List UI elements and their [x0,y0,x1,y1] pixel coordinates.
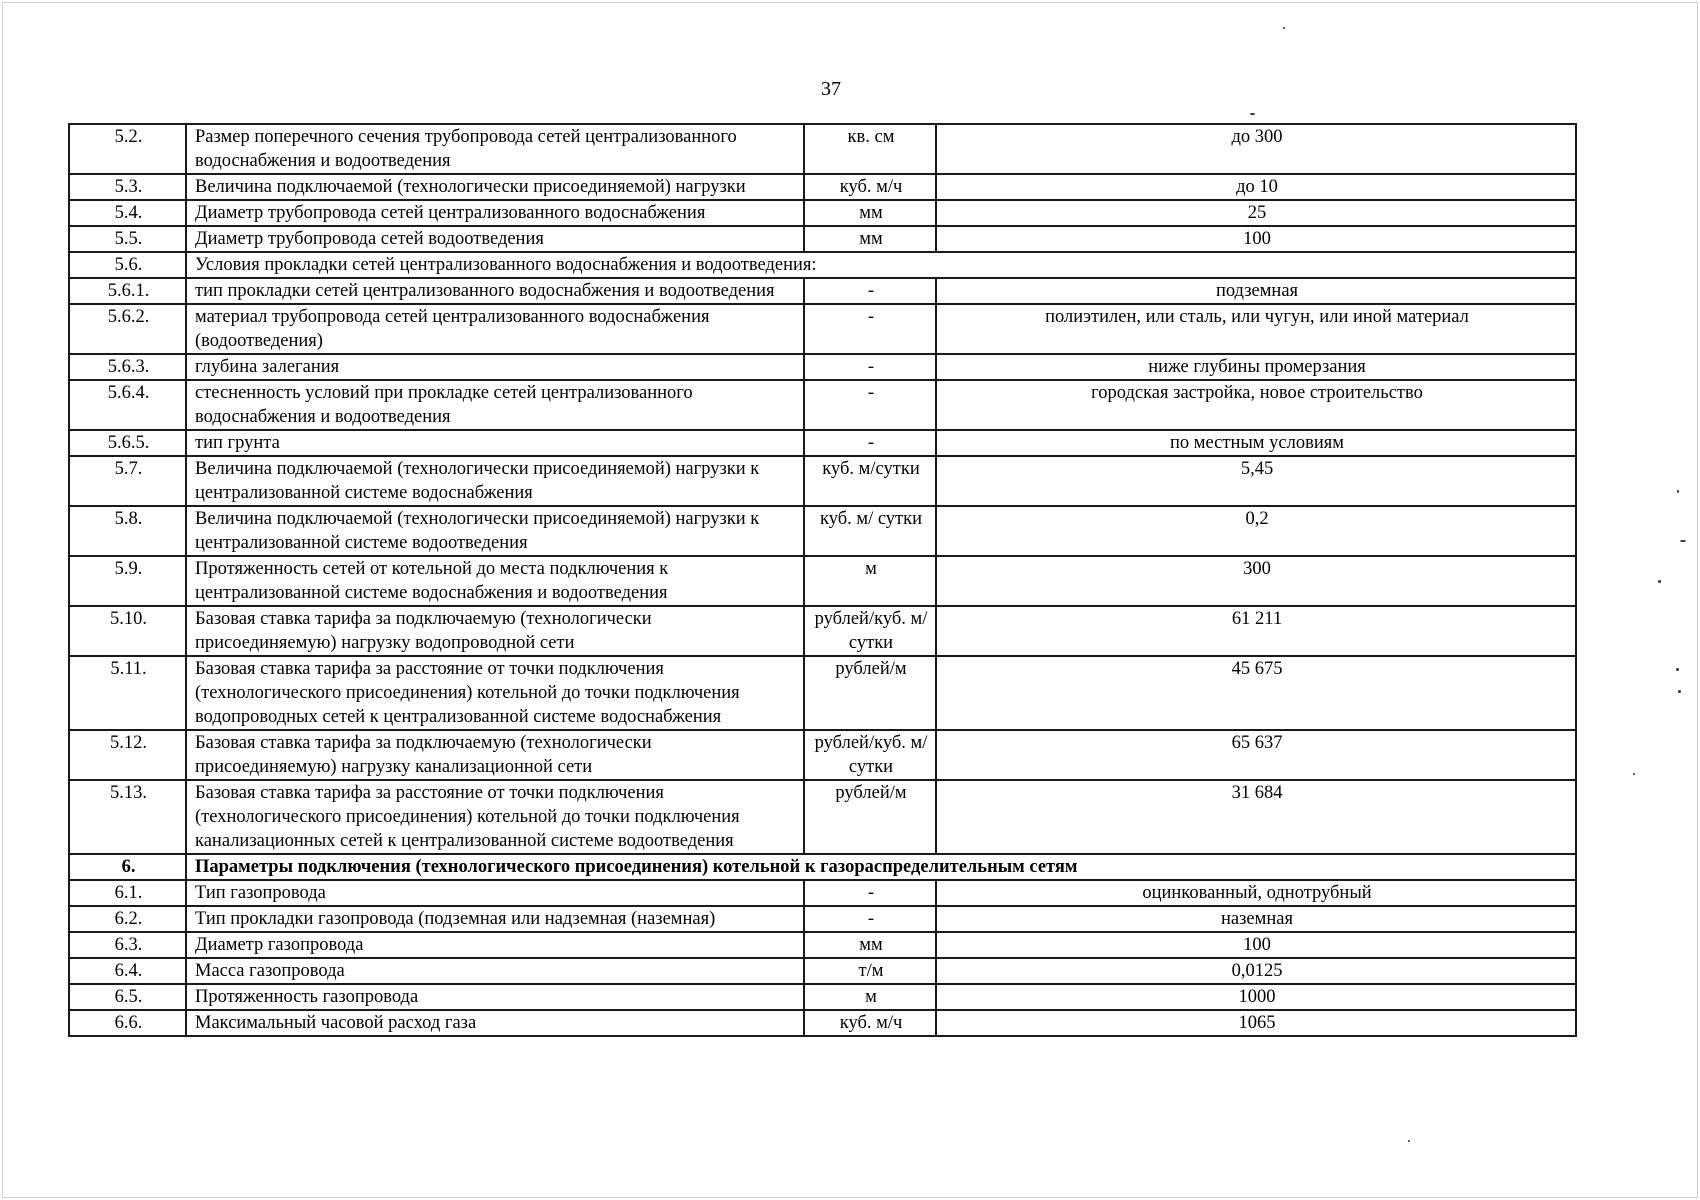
value-cell: 45 675 [936,656,1576,730]
row-number: 5.11. [69,656,186,730]
value-cell: 1065 [936,1010,1576,1036]
table-row [69,880,1576,906]
table-row [69,200,1576,226]
unit-cell: куб. м/сутки [804,456,936,506]
table-row [69,606,1576,656]
scan-speck [1677,490,1679,493]
row-number: 6.6. [69,1010,186,1036]
parameter-name: Базовая ставка тарифа за расстояние от точки подключения (технологического присоединения) котельной до точки подключения водопроводных сетей к централизованной системе водоснабжения [186,656,804,730]
row-number: 5.13. [69,780,186,854]
unit-cell: куб. м/ч [804,174,936,200]
unit-cell: т/м [804,958,936,984]
unit-cell: куб. м/ сутки [804,506,936,556]
table-row [69,984,1576,1010]
section-header-row [69,252,1576,278]
table-row [69,656,1576,730]
value-cell: до 10 [936,174,1576,200]
section-header-row [69,854,1576,880]
scan-speck [1283,27,1285,29]
row-number: 5.5. [69,226,186,252]
unit-cell: рублей/куб. м/сутки [804,730,936,780]
parameter-name: Базовая ставка тарифа за подключаемую (технологически присоединяемую) нагрузку водопроводной сети [186,606,804,656]
parameter-name: Тип прокладки газопровода (подземная или надземная (наземная) [186,906,804,932]
table-row [69,730,1576,780]
unit-cell: мм [804,226,936,252]
row-number: 6.3. [69,932,186,958]
value-cell: 65 637 [936,730,1576,780]
value-cell: подземная [936,278,1576,304]
parameter-name: тип прокладки сетей централизованного водоснабжения и водоотведения [186,278,804,304]
row-number: 5.12. [69,730,186,780]
row-number: 6.2. [69,906,186,932]
parameter-name: Масса газопровода [186,958,804,984]
unit-cell: - [804,380,936,430]
value-cell: полиэтилен, или сталь, или чугун, или иной материал [936,304,1576,354]
row-number: 5.6. [69,252,186,278]
value-cell: городская застройка, новое строительство [936,380,1576,430]
parameter-name: Диаметр трубопровода сетей централизованного водоснабжения [186,200,804,226]
value-cell: 300 [936,556,1576,606]
row-number: 5.9. [69,556,186,606]
row-number: 5.6.5. [69,430,186,456]
parameter-name: Тип газопровода [186,880,804,906]
parameter-name: Максимальный часовой расход газа [186,1010,804,1036]
scan-speck [1680,540,1686,542]
table-row [69,506,1576,556]
scan-speck [1408,1140,1410,1142]
row-number: 5.8. [69,506,186,556]
row-number: 5.6.2. [69,304,186,354]
unit-cell: рублей/куб. м/сутки [804,606,936,656]
table-row [69,304,1576,354]
section-title: Параметры подключения (технологического присоединения) котельной к газораспределительным сетям [186,854,1576,880]
scan-speck [1676,668,1679,671]
page-number: 37 [821,78,841,100]
unit-cell: рублей/м [804,780,936,854]
unit-cell: - [804,304,936,354]
table-row [69,278,1576,304]
value-cell: 1000 [936,984,1576,1010]
unit-cell: - [804,354,936,380]
row-number: 5.6.3. [69,354,186,380]
parameter-name: Базовая ставка тарифа за расстояние от точки подключения (технологического присоединения) котельной до точки подключения канализационных сетей к централизованной системе водоотведения [186,780,804,854]
section-title: Условия прокладки сетей централизованного водоснабжения и водоотведения: [186,252,1576,278]
value-cell: 100 [936,932,1576,958]
row-number: 5.3. [69,174,186,200]
row-number: 6.5. [69,984,186,1010]
scan-speck [1658,580,1661,583]
value-cell: до 300 [936,124,1576,174]
parameter-name: Размер поперечного сечения трубопровода сетей централизованного водоснабжения и водоотведения [186,124,804,174]
unit-cell: - [804,430,936,456]
unit-cell: м [804,984,936,1010]
unit-cell: - [804,880,936,906]
unit-cell: - [804,278,936,304]
scan-speck [1678,690,1681,693]
table-row [69,958,1576,984]
table-row [69,1010,1576,1036]
unit-cell: куб. м/ч [804,1010,936,1036]
table-row [69,174,1576,200]
parameter-name: Диаметр газопровода [186,932,804,958]
unit-cell: мм [804,200,936,226]
parameter-name: Величина подключаемой (технологически присоединяемой) нагрузки [186,174,804,200]
value-cell: оцинкованный, однотрубный [936,880,1576,906]
row-number: 6.4. [69,958,186,984]
row-number: 5.2. [69,124,186,174]
table-row [69,456,1576,506]
scan-speck [1250,113,1255,115]
table-row [69,780,1576,854]
value-cell: 31 684 [936,780,1576,854]
table-row [69,226,1576,252]
unit-cell: мм [804,932,936,958]
table-row [69,124,1576,174]
table-row [69,354,1576,380]
scan-speck [1633,773,1635,775]
value-cell: 25 [936,200,1576,226]
parameter-name: тип грунта [186,430,804,456]
parameter-name: глубина залегания [186,354,804,380]
parameters-table [68,123,1577,1037]
parameter-name: Протяженность газопровода [186,984,804,1010]
parameter-name: Диаметр трубопровода сетей водоотведения [186,226,804,252]
row-number: 5.7. [69,456,186,506]
value-cell: 0,2 [936,506,1576,556]
value-cell: по местным условиям [936,430,1576,456]
unit-cell: рублей/м [804,656,936,730]
table-row [69,430,1576,456]
row-number: 5.6.4. [69,380,186,430]
parameter-name: Величина подключаемой (технологически присоединяемой) нагрузки к централизованной системе водоснабжения [186,456,804,506]
value-cell: 0,0125 [936,958,1576,984]
value-cell: наземная [936,906,1576,932]
row-number: 6. [69,854,186,880]
row-number: 5.10. [69,606,186,656]
parameter-name: Величина подключаемой (технологически присоединяемой) нагрузки к централизованной системе водоотведения [186,506,804,556]
row-number: 5.4. [69,200,186,226]
parameters-table-body [69,124,1576,1036]
table-row [69,906,1576,932]
table-row [69,380,1576,430]
parameter-name: стесненность условий при прокладке сетей централизованного водоснабжения и водоотведения [186,380,804,430]
value-cell: ниже глубины промерзания [936,354,1576,380]
parameter-name: материал трубопровода сетей централизованного водоснабжения (водоотведения) [186,304,804,354]
parameter-name: Протяженность сетей от котельной до места подключения к централизованной системе водоснабжения и водоотведения [186,556,804,606]
parameter-name: Базовая ставка тарифа за подключаемую (технологически присоединяемую) нагрузку канализационной сети [186,730,804,780]
table-row [69,556,1576,606]
row-number: 6.1. [69,880,186,906]
table-row [69,932,1576,958]
unit-cell: - [804,906,936,932]
value-cell: 61 211 [936,606,1576,656]
value-cell: 100 [936,226,1576,252]
unit-cell: кв. см [804,124,936,174]
value-cell: 5,45 [936,456,1576,506]
row-number: 5.6.1. [69,278,186,304]
unit-cell: м [804,556,936,606]
